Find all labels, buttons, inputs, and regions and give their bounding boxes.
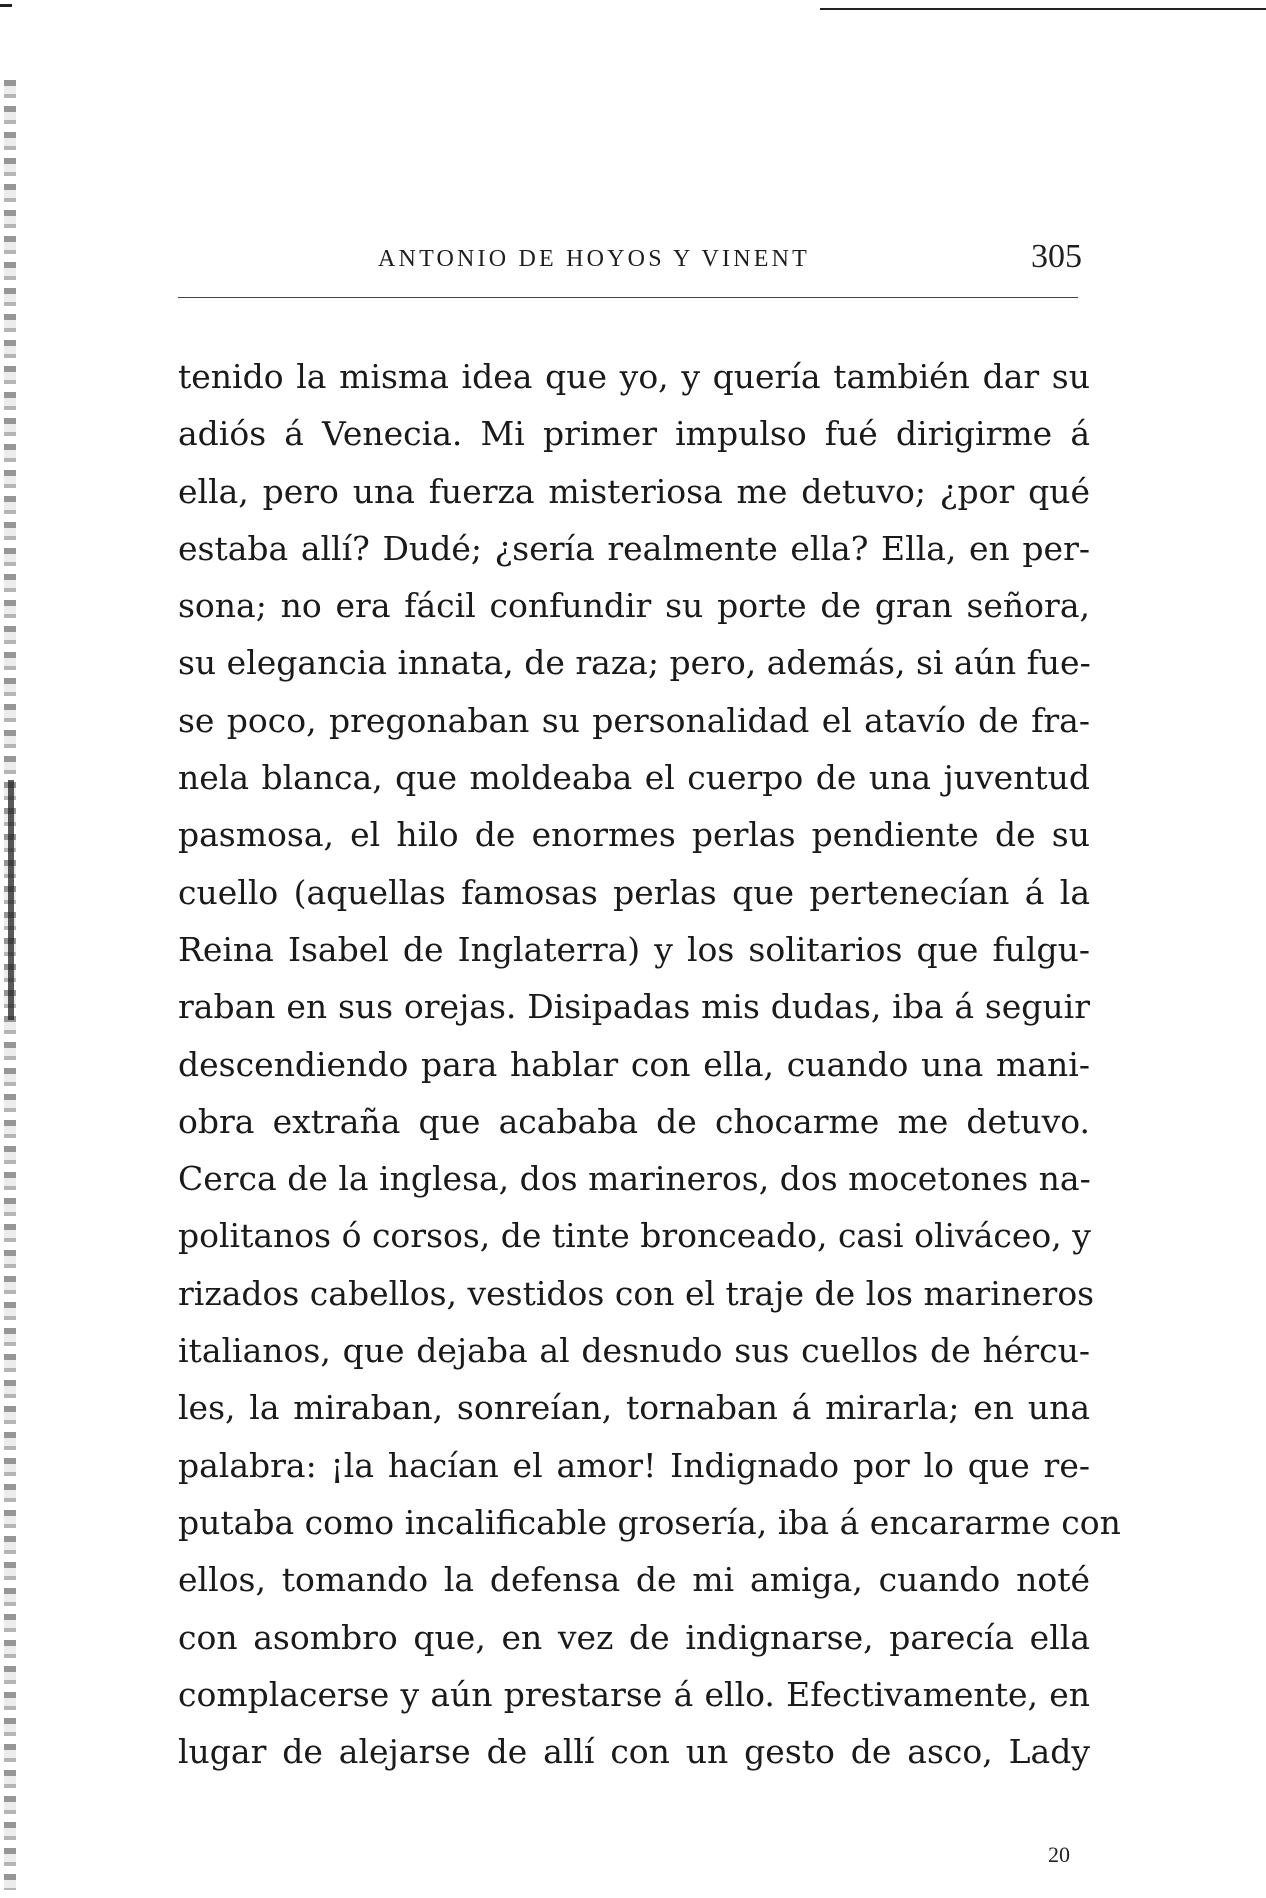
text-line: italianos, que dejaba al desnudo sus cuellos de hércu- <box>178 1331 1090 1371</box>
binding-edge-dark-band <box>8 780 14 1020</box>
header-rule <box>178 297 1078 298</box>
text-line: lugar de alejarse de allí con un gesto de asco, Lady <box>178 1732 1090 1772</box>
scan-corner-mark <box>0 4 12 7</box>
text-line: sona; no era fácil confundir su porte de gran señora, <box>178 586 1090 626</box>
text-line: putaba como incalificable grosería, iba á encararme con <box>178 1502 1121 1542</box>
body-text <box>178 348 1121 1780</box>
scan-top-rule <box>820 8 1266 10</box>
text-line: obra extraña que acababa de chocarme me detuvo. <box>178 1101 1090 1141</box>
text-line: descendiendo para hablar con ella, cuando una mani- <box>178 1044 1090 1084</box>
signature-mark: 20 <box>1048 1842 1070 1867</box>
running-title: ANTONIO DE HOYOS Y VINENT <box>378 246 810 272</box>
text-line: nela blanca, que moldeaba el cuerpo de una juventud <box>178 758 1090 798</box>
text-line: rizados cabellos, vestidos con el traje de los marineros <box>178 1273 1095 1313</box>
text-line: politanos ó corsos, de tinte bronceado, casi oliváceo, y <box>178 1216 1091 1256</box>
text-line: ellos, tomando la defensa de mi amiga, cuando noté <box>178 1560 1090 1600</box>
text-line: pasmosa, el hilo de enormes perlas pendiente de su <box>178 815 1090 855</box>
text-line: adiós á Venecia. Mi primer impulso fué dirigirme á <box>178 414 1090 454</box>
text-line: palabra: ¡la hacían el amor! Indignado por lo que re- <box>178 1445 1090 1485</box>
text-line: estaba allí? Dudé; ¿sería realmente ella? Ella, en per- <box>178 528 1090 568</box>
page-number: 305 <box>1031 238 1082 275</box>
text-line: cuello (aquellas famosas perlas que pertenecían á la <box>178 872 1090 912</box>
text-line: complacerse y aún prestarse á ello. Efectivamente, en <box>178 1674 1090 1714</box>
text-line: Reina Isabel de Inglaterra) y los solitarios que fulgu- <box>178 929 1090 969</box>
text-line: Cerca de la inglesa, dos marineros, dos mocetones na- <box>178 1159 1091 1199</box>
text-line: su elegancia innata, de raza; pero, además, si aún fue- <box>178 643 1091 683</box>
running-head <box>178 238 1082 288</box>
text-line: les, la miraban, sonreían, tornaban á mirarla; en una <box>178 1388 1090 1428</box>
text-line: ella, pero una fuerza misteriosa me detuvo; ¿por qué <box>178 471 1090 511</box>
text-line: con asombro que, en vez de indignarse, parecía ella <box>178 1617 1090 1657</box>
text-line: raban en sus orejas. Disipadas mis dudas, iba á seguir <box>178 987 1090 1027</box>
text-line: se poco, pregonaban su personalidad el atavío de fra- <box>178 700 1090 740</box>
text-line: tenido la misma idea que yo, y quería también dar su <box>178 357 1090 396</box>
